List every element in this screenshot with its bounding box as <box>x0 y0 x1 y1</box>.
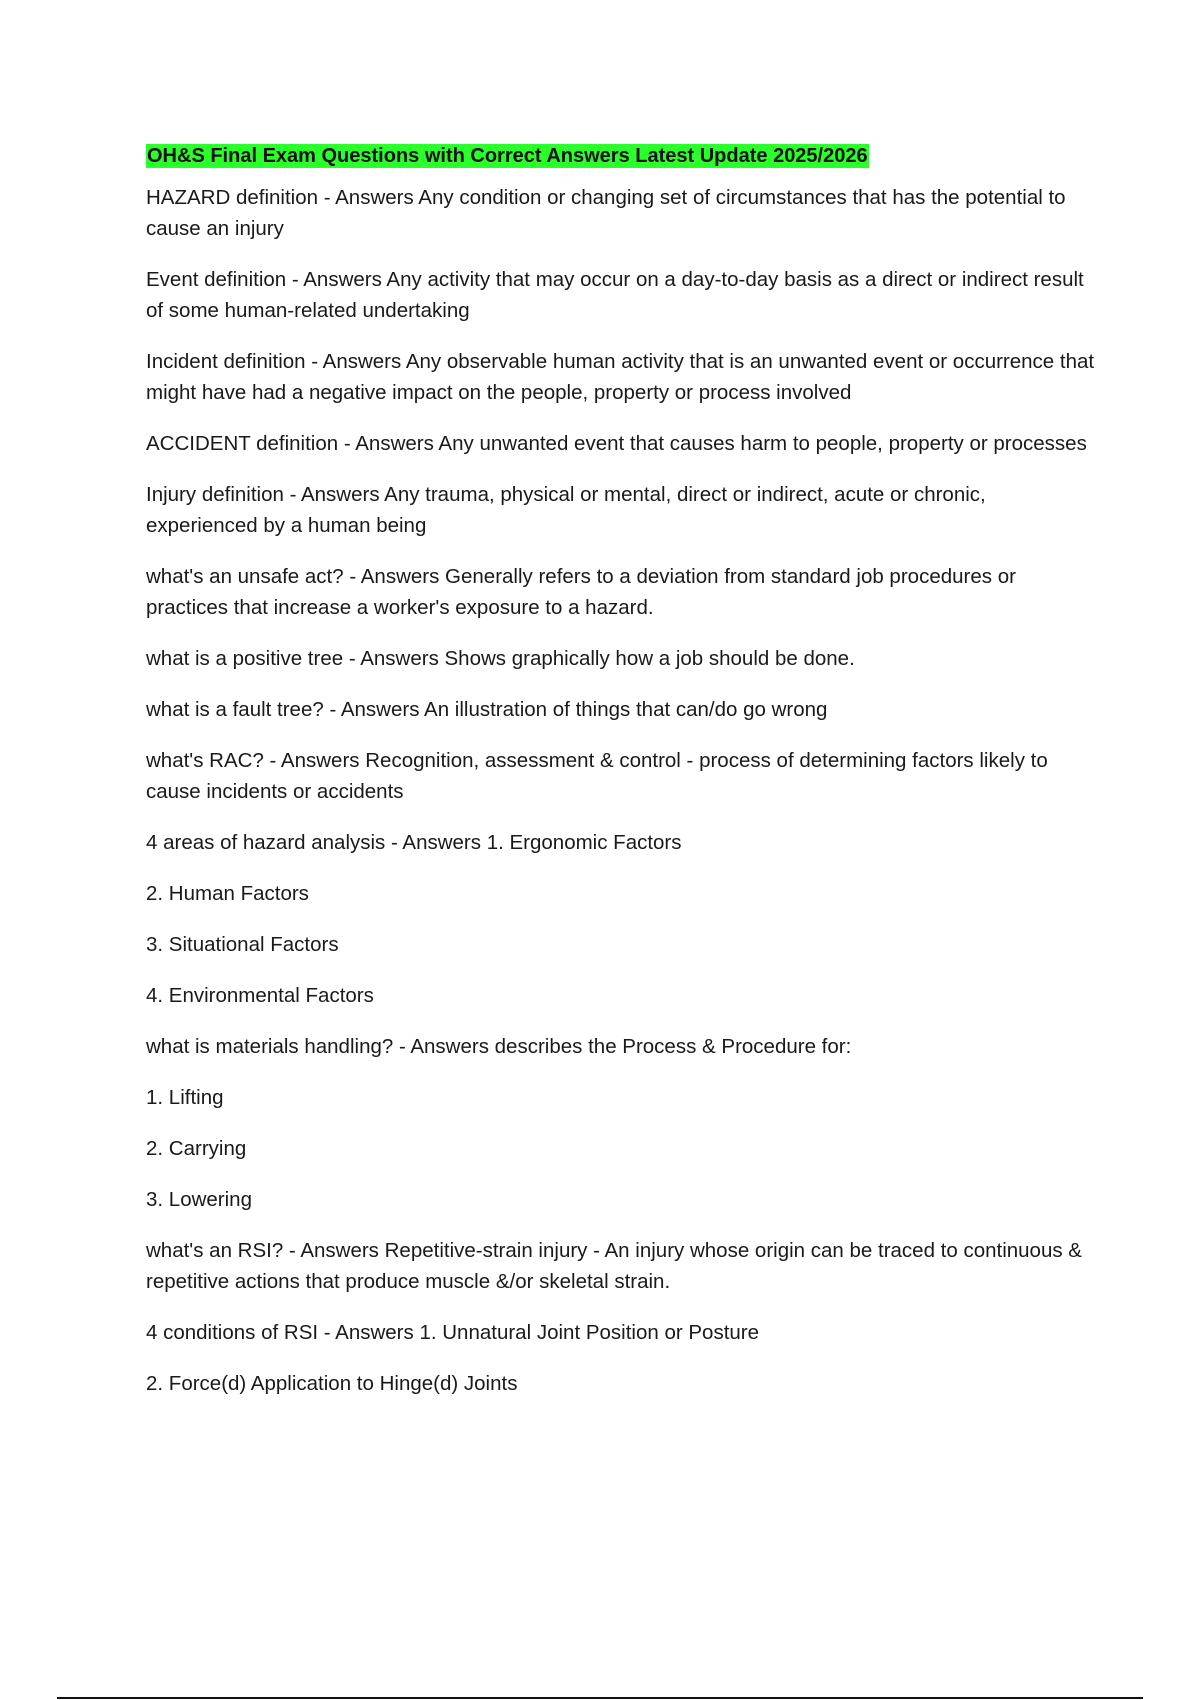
entry-hazard-definition: HAZARD definition - Answers Any condition or changing set of circumstances that has the potential to cause an injury <box>146 186 1066 240</box>
entry-hazard-analysis-areas: 4 areas of hazard analysis - Answers 1. Ergonomic Factors <box>146 831 682 854</box>
list-item: 4. Environmental Factors <box>146 984 374 1007</box>
list-item: 2. Force(d) Application to Hinge(d) Joints <box>146 1372 518 1395</box>
list-item: 3. Lowering <box>146 1188 252 1211</box>
list-item: 3. Situational Factors <box>146 933 339 956</box>
footer-divider <box>57 1697 1143 1699</box>
list-item: 2. Carrying <box>146 1137 247 1160</box>
entry-positive-tree: what is a positive tree - Answers Shows graphically how a job should be done. <box>146 647 855 670</box>
entry-unsafe-act: what's an unsafe act? - Answers Generally refers to a deviation from standard job procedures or practices that increase a worker's exposure to a hazard. <box>146 565 1016 619</box>
entry-accident-definition: ACCIDENT definition - Answers Any unwanted event that causes harm to people, property or processes <box>146 432 1087 455</box>
entry-fault-tree: what is a fault tree? - Answers An illustration of things that can/do go wrong <box>146 698 828 721</box>
entry-injury-definition: Injury definition - Answers Any trauma, physical or mental, direct or indirect, acute or chronic, experienced by a human being <box>146 483 986 537</box>
list-item: 2. Human Factors <box>146 882 309 905</box>
entry-materials-handling: what is materials handling? - Answers describes the Process & Procedure for: <box>146 1035 852 1058</box>
document-title: OH&S Final Exam Questions with Correct Answers Latest Update 2025/2026 <box>147 145 868 167</box>
entry-incident-definition: Incident definition - Answers Any observable human activity that is an unwanted event or occurrence that might have had a negative impact on the people, property or process involved <box>146 350 1095 404</box>
document-body <box>146 144 1096 1419</box>
entry-rac: what's RAC? - Answers Recognition, assessment & control - process of determining factors likely to cause incidents or accidents <box>146 749 1048 803</box>
entry-rsi-conditions: 4 conditions of RSI - Answers 1. Unnatural Joint Position or Posture <box>146 1321 760 1344</box>
title-line <box>146 144 1096 182</box>
entry-event-definition: Event definition - Answers Any activity that may occur on a day-to-day basis as a direct or indirect result of some human-related undertaking <box>146 268 1084 322</box>
list-item: 1. Lifting <box>146 1086 224 1109</box>
entry-rsi: what's an RSI? - Answers Repetitive-strain injury - An injury whose origin can be traced to continuous & repetitive actions that produce muscle &/or skeletal strain. <box>146 1239 1082 1293</box>
